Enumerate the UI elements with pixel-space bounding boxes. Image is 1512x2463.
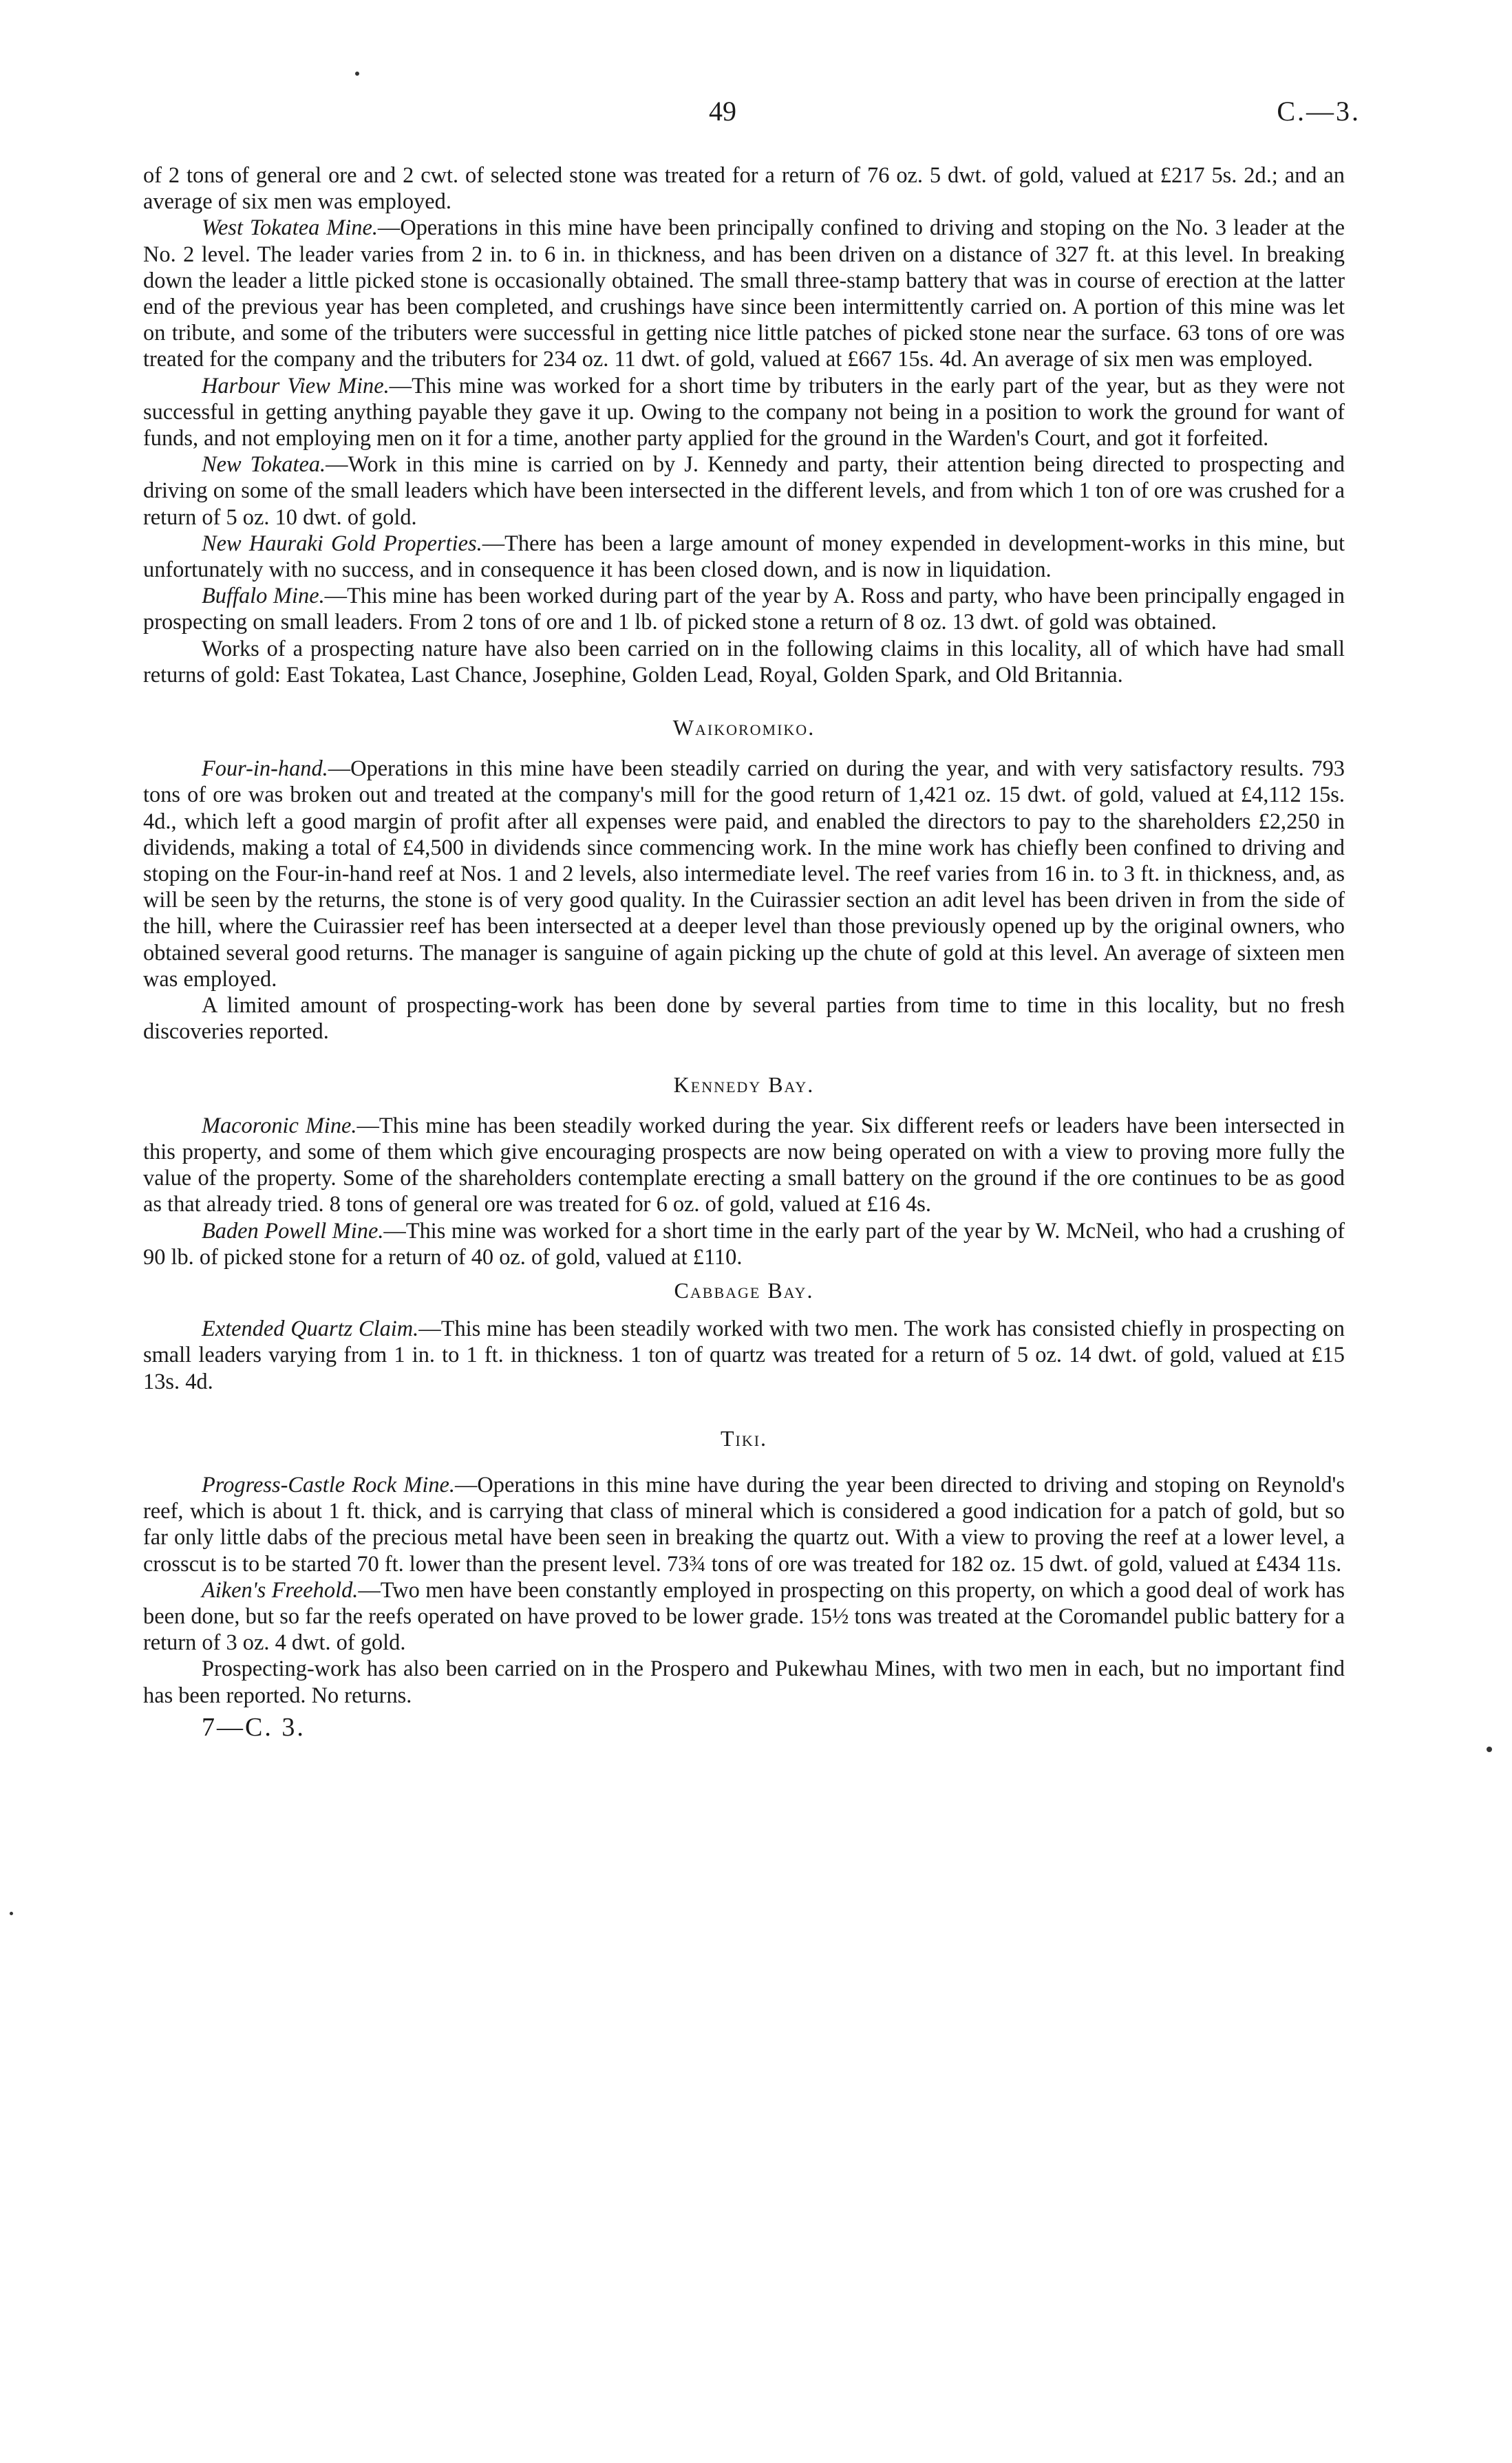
paragraph: of 2 tons of general ore and 2 cwt. of selected stone was treated for a return of 76 oz. 5 dwt. of gold, valued at £217 5s. 2d.; and an average of six men was employed. [143, 163, 1345, 215]
paragraph: Prospecting-work has also been carried on in the Prospero and Pukewhau Mines, with two men in each, but no important find has been reported. No returns. [143, 1656, 1345, 1708]
mine-name: Four-in-hand. [202, 756, 328, 782]
paragraph-text: —This mine has been steadily worked during the year. Six different reefs or leaders have been intersected in this property, and some of them which give encouraging prospects are now being operated on with a view to proving more fully the value of the property. Some of the shareholders contemplate erecting a small battery on the ground if the ore continues to be as good as that already tried. 8 tons of general ore was treated for 6 oz. of gold, valued at £16 4s. [143, 1113, 1345, 1217]
paragraph-text: —Operations in this mine have during the year been directed to driving and stoping on Reynold's reef, which is about 1 ft. thick, and is carrying that class of mineral which is considered a good indication for a patch of gold, but so far only little dabs of the precious metal have been seen in breaking the quartz out. With a view to proving the reef at a lower level, a crosscut is to be started 70 ft. lower than the present level. 73¾ tons of ore was treated for 182 oz. 15 dwt. of gold, valued at £434 11s. [143, 1472, 1345, 1577]
paragraph [143, 1472, 1345, 1577]
paragraph [143, 215, 1345, 372]
mine-name: Aiken's Freehold. [202, 1577, 359, 1603]
section-heading-kennedy-bay: Kennedy Bay. [673, 1071, 815, 1097]
paragraph-text: —This mine has been worked during part of the year by A. Ross and party, who have been principally engaged in prospecting on small leaders. From 2 tons of ore and 1 lb. of picked stone a return of 8 oz. 13 dwt. of gold was obtained. [143, 584, 1345, 635]
page-header [0, 95, 1512, 129]
mine-name: Baden Powell Mine. [202, 1218, 384, 1244]
paragraph [143, 1316, 1345, 1395]
mine-name: Extended Quartz Claim. [202, 1316, 419, 1342]
paragraph [143, 1218, 1345, 1270]
section-heading-cabbage-bay: Cabbage Bay. [674, 1277, 814, 1303]
document-body [143, 162, 1345, 1740]
paragraph [143, 531, 1345, 583]
mine-name: New Tokatea. [202, 452, 326, 478]
paragraph [143, 373, 1345, 452]
mine-name: Buffalo Mine. [202, 584, 325, 609]
paragraph-text: —This mine was worked for a short time in the early part of the year by W. McNeil, who had a crushing of 90 lb. of picked stone for a return of 40 oz. of gold, valued at £110. [143, 1218, 1345, 1270]
paragraph [143, 583, 1345, 635]
paragraph [143, 1113, 1345, 1218]
paragraph-text: —This mine has been steadily worked with two men. The work has consisted chiefly in prospecting on small leaders varying from 1 in. to 1 ft. in thickness. 1 ton of quartz was treated for a return of 5 oz. 14 dwt. of gold, valued at £15 13s. 4d. [143, 1316, 1345, 1394]
paragraph-text: —Operations in this mine have been principally confined to driving and stoping on the No. 3 leader at the No. 2 level. The leader varies from 2 in. to 6 in. in thickness, and has been driven on a distance of 327 ft. at this level. In breaking down the leader a little picked stone is occasionally obtained. The small three-stamp battery that was in course of erection at the latter end of the previous year has been completed, and crushings have since been intermittently carried on. A portion of this mine was let on tribute, and some of the tributers were successful in getting nice little patches of picked stone near the surface. 63 tons of ore was treated for the company and the tributers for 234 oz. 11 dwt. of gold, valued at £667 15s. 4d. An average of six men was employed. [143, 215, 1345, 372]
paragraph-text: —Two men have been constantly employed in prospecting on this property, on which a good deal of work has been done, but so far the reefs operated on have proved to be lower grade. 15½ tons was treated at the Coromandel public battery for a return of 3 oz. 4 dwt. of gold. [143, 1577, 1345, 1656]
section-heading-tiki: Tiki. [720, 1425, 768, 1451]
mine-name: Macoronic Mine. [202, 1113, 357, 1138]
paragraph-text: —Work in this mine is carried on by J. Kennedy and party, their attention being directed to prospecting and driving on some of the small leaders which have been intersected in the different levels, and from which 1 ton of ore was crushed for a return of 5 oz. 10 dwt. of gold. [143, 452, 1345, 530]
mine-name: West Tokatea Mine. [202, 215, 378, 241]
paragraph-text: —Operations in this mine have been steadily carried on during the year, and with very satisfactory results. 793 tons of ore was broken out and treated at the company's mill for the good return of 1,421 oz. 15 dwt. of gold, valued at £4,112 15s. 4d., which left a good margin of profit after all expenses were paid, and enabled the directors to pay to the shareholders £2,250 in dividends, making a total of £4,500 in dividends since commencing work. In the mine work has chiefly been confined to driving and stoping on the Four-in-hand reef at Nos. 1 and 2 levels, also intermediate level. The reef varies from 16 in. to 3 ft. in thickness, and, as will be seen by the returns, the stone is of very good quality. In the Cuirassier section an adit level has been driven in from the side of the hill, where the Cuirassier reef has been intersected at a deeper level than those previously opened up by the original owners, who obtained several good returns. The manager is sanguine of again picking up the chute of gold at this level. An average of sixteen men was employed. [143, 756, 1345, 992]
paragraph [143, 1577, 1345, 1656]
paragraph [143, 756, 1345, 992]
speck-mark [355, 72, 359, 76]
mine-name: Harbour View Mine. [202, 373, 390, 398]
mine-name: Progress-Castle Rock Mine. [202, 1472, 456, 1497]
speck-mark [10, 1912, 13, 1915]
paragraph [143, 451, 1345, 531]
signature-mark: 7—C. 3. [202, 1712, 306, 1742]
speck-mark [1487, 1747, 1492, 1752]
paragraph-text: —This mine was worked for a short time by tributers in the early part of the year, but as they were not successful in getting anything payable they gave it up. Owing to the company not being in a position to work the ground for want of funds, and not employing men on it for a time, another party applied for the ground in the Warden's Court, and got it forfeited. [143, 373, 1345, 451]
paragraph: A limited amount of prospecting-work has been done by several parties from time to time in this locality, but no fresh discoveries reported. [143, 993, 1345, 1045]
page-number: 49 [709, 96, 736, 127]
section-heading-waikoromiko: Waikoromiko. [672, 715, 816, 740]
paragraph: Works of a prospecting nature have also been carried on in the following claims in this locality, all of which have had small returns of gold: East Tokatea, Last Chance, Josephine, Golden Lead, Royal, Golden Spark, and Old Britannia. [143, 636, 1345, 687]
document-reference: C.—3. [1277, 96, 1361, 127]
paragraph-text: —There has been a large amount of money expended in development-works in this mine, but unfortunately with no success, and in consequence it has been closed down, and is now in liquidation. [143, 531, 1345, 583]
mine-name: New Hauraki Gold Properties. [202, 531, 482, 556]
